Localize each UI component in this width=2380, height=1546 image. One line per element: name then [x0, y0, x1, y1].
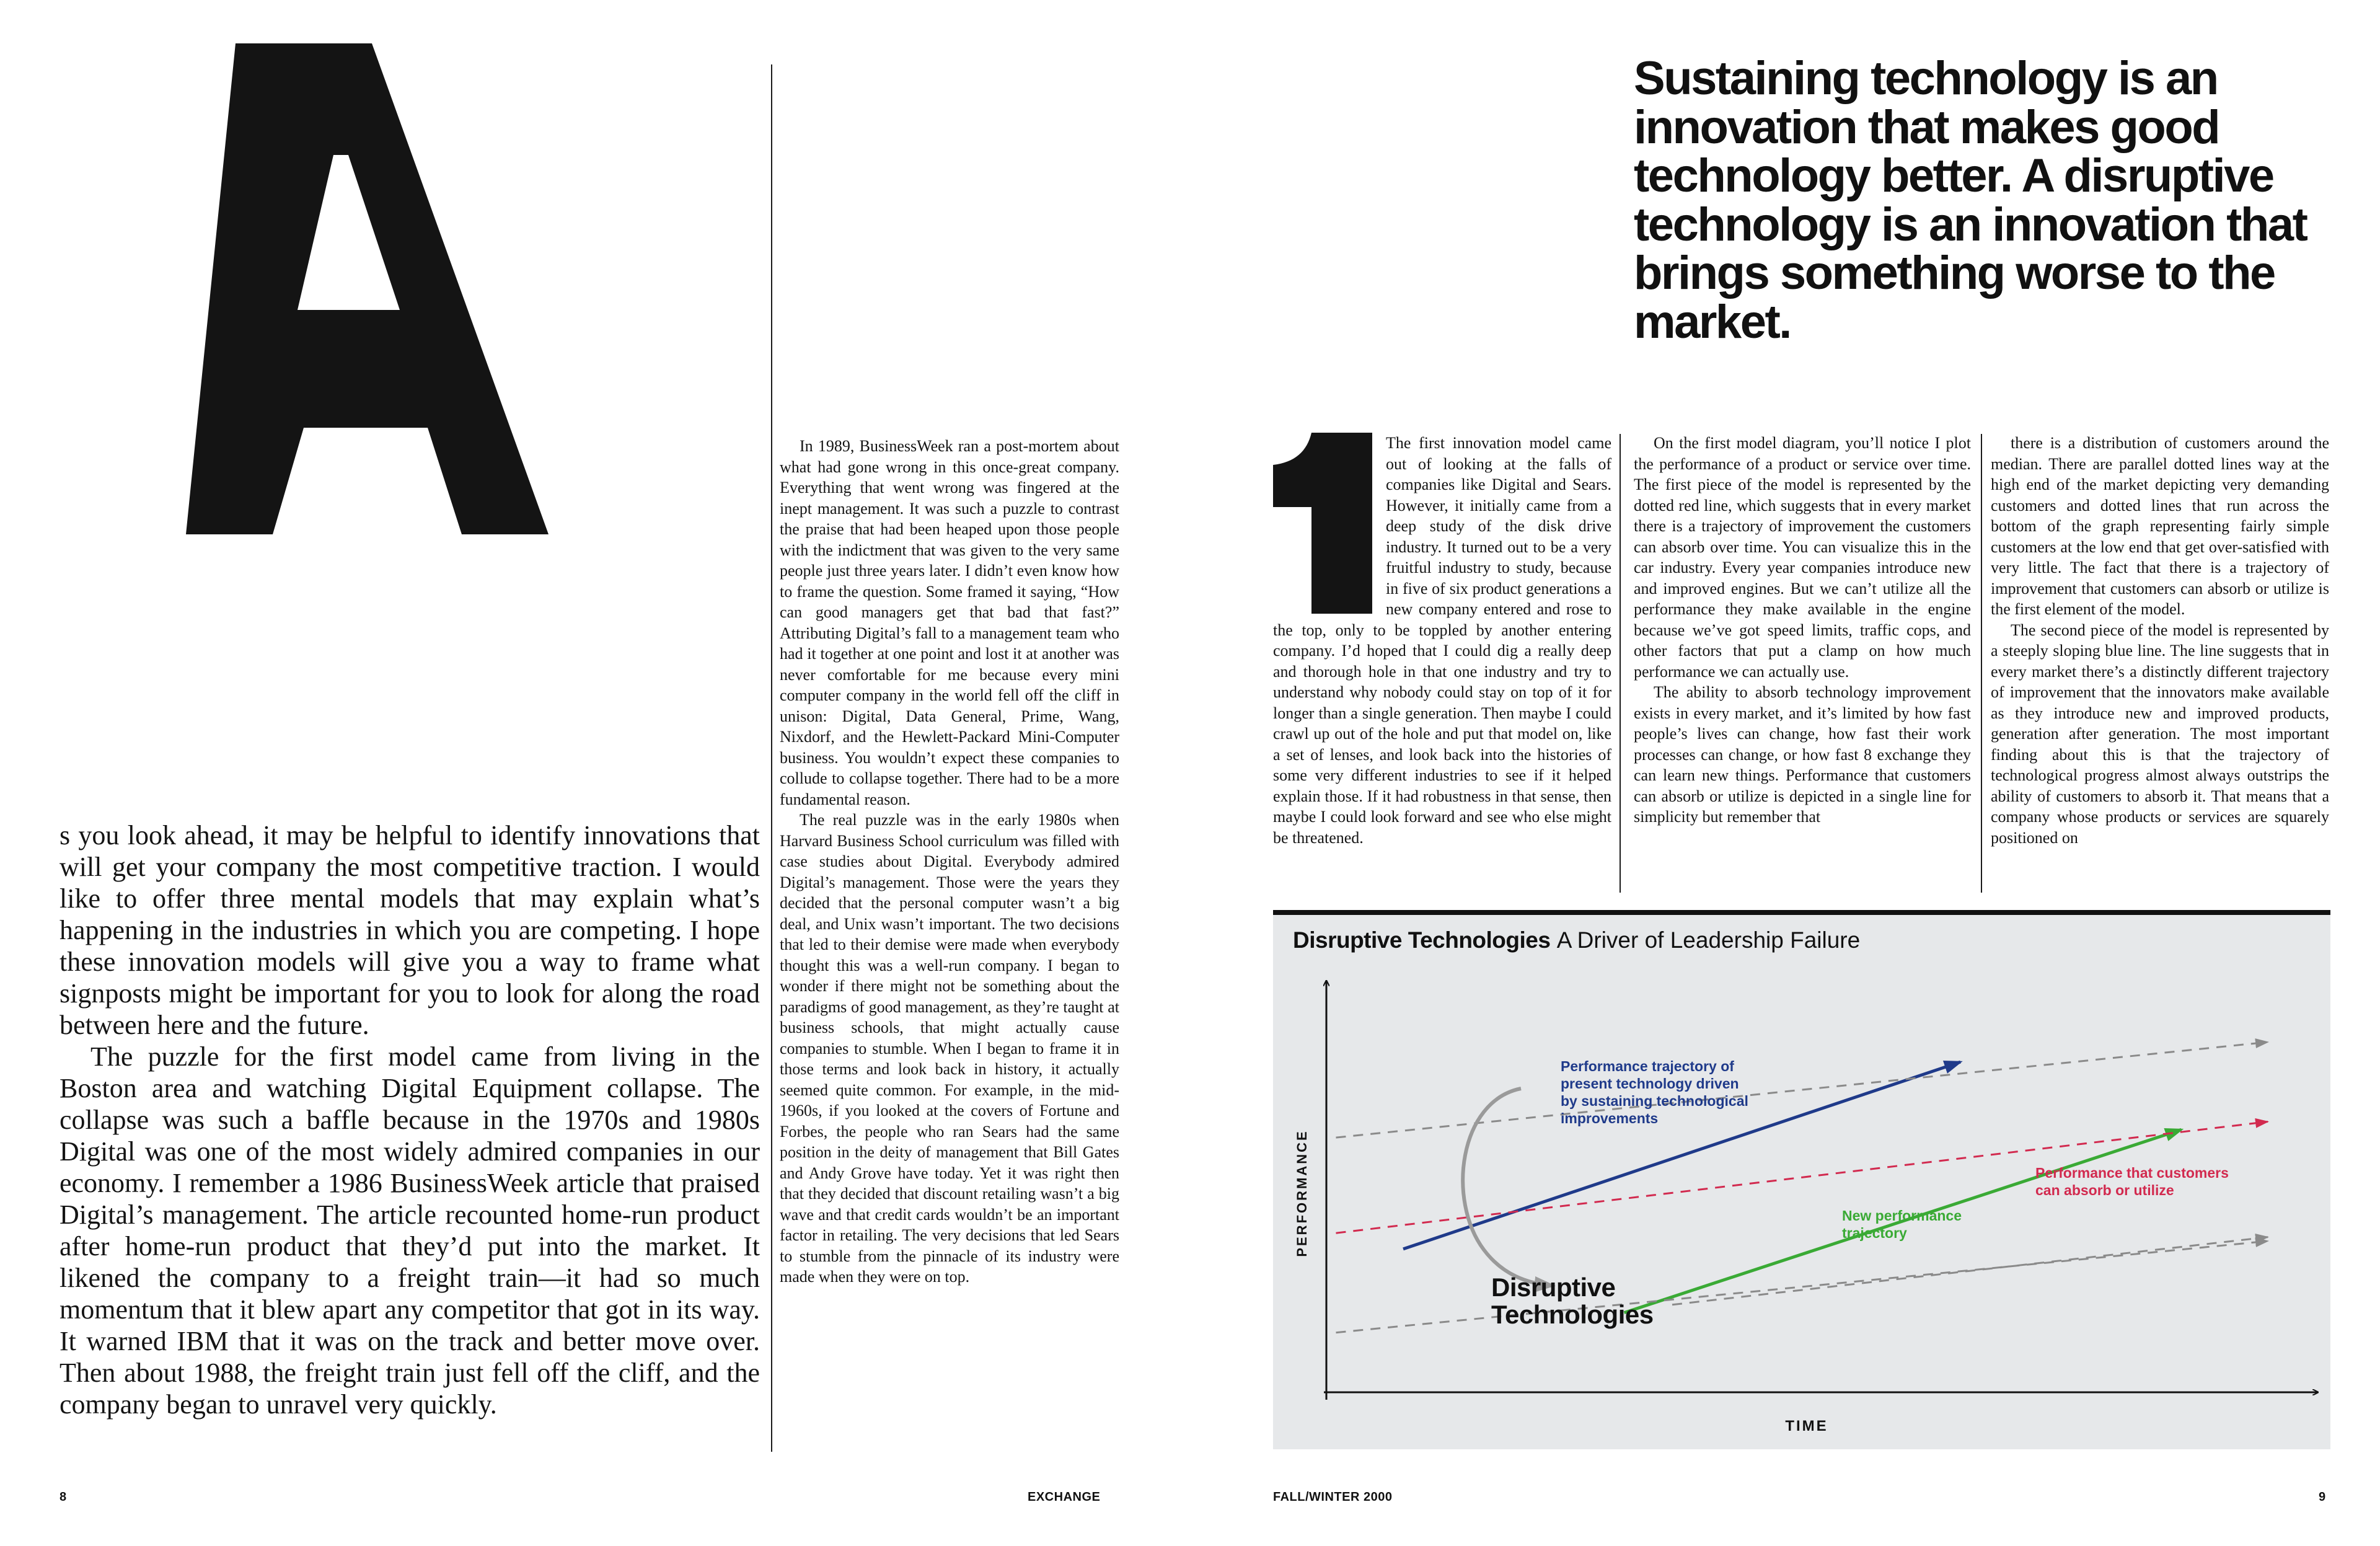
y-axis-label: PERFORMANCE — [1294, 1129, 1310, 1257]
annotation-sustaining — [1561, 1058, 1748, 1126]
annotation-new-trajectory — [1842, 1208, 1962, 1241]
column-3-paragraph-2: The second piece of the model is represented by a steeply sloping blue line. The line suggests that in every market there’s a distinctly different trajectory of improvement that the innovators make available as they introduce new and improved products, generation after generation. The most important finding about this is that the trajectory of technological progress almost always outstrips the ability of customers to absorb it. That means that a company whose products or services are squarely positioned on — [1991, 621, 2329, 847]
x-axis-label: TIME — [1785, 1418, 1828, 1434]
middle-paragraph-2: The real puzzle was in the early 1980s when Harvard Business School curriculum was filled with case studies about Digital. Everybody admired Digital’s management. Those were the years they decided that the personal computer wasn’t a big deal, and Unix wasn’t important. The two decisions that led to their demise were made when everybody thought this was a well-run company. I began to wonder if there might not be something about the paradigms of good management, as they’re taught at business schools, that might actually cause companies to stumble. When I began to frame it in those terms and look back in history, it actually seemed quite common. For example, in the mid-1960s, if you looked at the covers of Fortune and Forbes, the people who ran Sears had the same position in the deity of management that Bill Gates and Andy Grove have today. Yet it was right then that they decided that discount retailing wasn’t a big wave and that credit cards wouldn’t be an important factor in retailing. The very decisions that led Sears to stumble from the pinnacle of its industry were made when they were on top. — [780, 811, 1119, 1286]
column-rule-1 — [1620, 434, 1621, 893]
annotation-sustaining-line: by sustaining technological — [1561, 1093, 1748, 1109]
middle-paragraph-1: In 1989, BusinessWeek ran a post-mortem about what had gone wrong in this once-great company. Everything that went wrong was fingered at the inept management. It was such a puzzle to contrast the praise that had been heaped upon those people with the indictment that was given to the very same people just three years later. I didn’t even know how to frame the question. Some framed it saying, “How can good managers get that bad that fast?” Attributing Digital’s fall to a management team who had it together at one point and lost it at another was never comfortable for me because every mini computer company in the world fell off the cliff in unison: Digital, Data General, Prime, Wang, Nixdorf, and the Hewlett-Packard Mini-Computer business. You wouldn’t expect these companies to collude to collapse together. There had to be a more fundamental reason. — [780, 437, 1119, 808]
chart-title: Disruptive Technologies — [1293, 927, 1551, 953]
annotation-sustaining-line: present technology driven — [1561, 1076, 1739, 1092]
annotation-sustaining-line: Performance trajectory of — [1561, 1058, 1734, 1074]
gutter-rule — [771, 64, 772, 1452]
opening-text — [60, 819, 760, 1420]
column-3-paragraph-1: there is a distribution of customers around the median. There are parallel dotted lines way at the high end of the market depicting very demanding customers and dotted lines that run across the bottom of the graph representing fairly simple customers at the low end that get over-satisfied with very little. The fact that there is a trajectory of improvement that customers can absorb or utilize is the first element of the model. — [1991, 434, 2329, 618]
dropcap-letter-a — [186, 43, 558, 546]
disruption-curve-arrow — [1463, 1089, 1553, 1286]
annotation-sustaining-line: improvements — [1561, 1110, 1659, 1126]
column-3 — [1991, 433, 2329, 848]
headline: Sustaining technology is an innovation that makes good technology better. A disruptive technology is an innovation that brings something worse to the market. — [1634, 52, 2307, 348]
page-number-left: 8 — [60, 1490, 67, 1504]
running-head-left: EXCHANGE — [1028, 1490, 1101, 1504]
opening-paragraph-2: The puzzle for the first model came from living in the Boston area and watching Digital Equipment collapse. The collapse was such a baffle because in the 1970s and 1980s Digital was one of the most widely admired companies in our economy. I remember a 1986 BusinessWeek article that praised Digital’s management. The article recounted home-run product after home-run product that they’d put into the market. It likened the company to a freight train—it had so much momentum that it blew apart any competitor that got in its way. It warned IBM that it was on the track and better move over. Then about 1988, the freight train just fell off the cliff, and the company began to unravel very quickly. — [60, 1041, 760, 1420]
page-number-right: 9 — [2319, 1490, 2326, 1504]
annotation-disruptive-line: Disruptive — [1491, 1273, 1616, 1302]
series-line-mid-low-customers — [1672, 1237, 2268, 1305]
opening-paragraph-1: s you look ahead, it may be helpful to identify innovations that will get your company the most competitive traction. I would like to offer three mental models that may explain what’s happening in the industries in which you are competing. I hope these innovation models will give you a way to frame what signposts might be important for you to look for along the road between here and the future. — [60, 820, 760, 1040]
running-head-right: FALL/WINTER 2000 — [1273, 1490, 1393, 1504]
column-1 — [1273, 433, 1611, 848]
chart — [1273, 915, 2330, 1449]
annotation-new-trajectory-line: New performance — [1842, 1208, 1962, 1224]
annotation-new-trajectory-line: trajectory — [1842, 1225, 1907, 1241]
annotation-disruptive-line: Technologies — [1491, 1300, 1654, 1329]
annotation-customers — [2035, 1165, 2229, 1198]
column-1-paragraph: The first innovation model came out of looking at the falls of companies like Digital and Sears. However, it initially came from a deep study of the disk drive industry. It turned out to be a very fruitful industry to study, because in five of six product generations a new company entered and rose to the top, only to be toppled by another entering company. I’d hoped that I could dig a really deep and thorough hole in that one industry and try to understand why nobody could stay on top of it for longer than a single generation. Then maybe I could crawl up out of the hole and put that model on, like a set of lenses, and look back into the histories of some very different industries to see if it helped explain those. If it had robustness in that sense, then maybe I could look forward and see who else might be threatened. — [1273, 434, 1611, 847]
annotation-customers-line: Performance that customers — [2035, 1165, 2229, 1181]
annotation-customers-line: can absorb or utilize — [2035, 1182, 2174, 1198]
dropcap-glyph — [186, 43, 549, 534]
section-number-one — [1273, 433, 1380, 614]
column-2-paragraph-1: On the first model diagram, you’ll notice I plot the performance of a product or service over time. The first piece of the model is represented by the dotted red line, which suggests that in every market there is a trajectory of improvement the customers can absorb over time. You can visualize this in the car industry. Every year companies introduce new and improved engines. But we can’t utilize all the performance they make available in the engine because we’ve got speed limits, traffic cops, and other factors that put a clamp on how much performance we can actually use. — [1634, 434, 1971, 681]
annotation-disruptive — [1491, 1273, 1654, 1329]
section-number-glyph — [1273, 433, 1372, 614]
chart-top-rule — [1273, 910, 2330, 915]
column-rule-2 — [1981, 434, 1982, 893]
middle-column — [780, 436, 1119, 1288]
column-2 — [1634, 433, 1971, 828]
chart-subtitle: A Driver of Leadership Failure — [1556, 927, 1861, 953]
column-2-paragraph-2: The ability to absorb technology improvement exists in every market, and it’s limited by how fast people’s lives can change, how fast their work processes can change, or how fast 8 exchange they can learn new things. Performance that customers can absorb or utilize is depicted in a single line for simplicity but remember that — [1634, 683, 1971, 826]
